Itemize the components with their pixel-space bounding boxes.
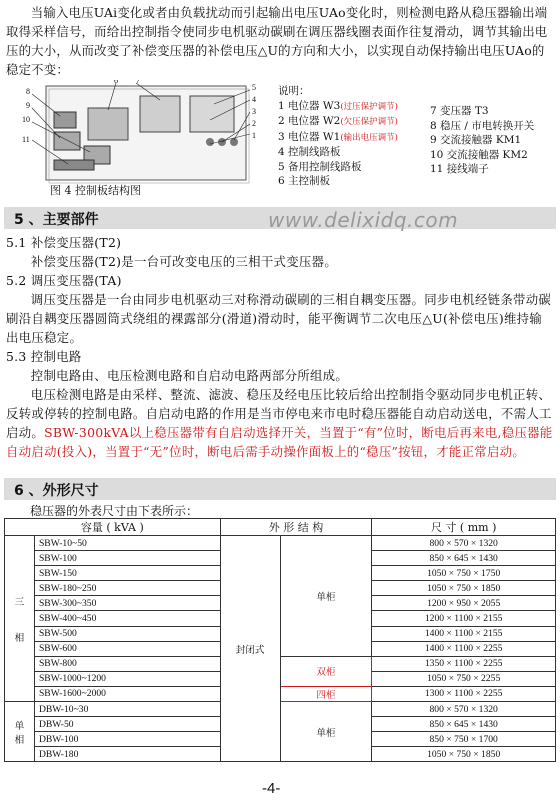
website-watermark: www.delixidq.com (268, 208, 459, 232)
table-row (5, 536, 556, 551)
model-cell: SBW-800 (34, 656, 220, 671)
size-cell: 1050 × 750 × 2255 (372, 671, 556, 686)
group-single-phase: 单 相 (5, 702, 35, 762)
page-number: -4- (262, 780, 281, 797)
table-row (5, 686, 556, 701)
legend-item-10: 10 交流接触器 KM2 (430, 148, 528, 161)
section-5-title: 5 、主要部件 (14, 212, 99, 228)
table-row (5, 656, 556, 671)
header-size: 尺 寸 ( mm ) (372, 519, 556, 536)
s51-heading: 5.1 补偿变压器(T2) (6, 235, 122, 250)
callout-11: 11 (22, 135, 30, 144)
callout-8: 8 (26, 87, 30, 96)
transformer-t3 (88, 108, 128, 140)
size-cell: 1050 × 750 × 1850 (372, 581, 556, 596)
legend-item-4: 4 控制线路板 (278, 146, 341, 158)
callout-4: 4 (252, 95, 256, 104)
legend-item-6: 6 主控制板 (278, 175, 331, 187)
s52-heading: 5.2 调压变压器(TA) (6, 273, 122, 288)
callout-5: 5 (252, 83, 256, 92)
table-intro: 稳压器的外表尺寸由下表所示： (30, 504, 199, 518)
control-board-drawing (10, 80, 272, 185)
switch-8 (54, 112, 76, 128)
size-cell: 800 × 570 × 1320 (372, 536, 556, 551)
model-cell: SBW-1000~1200 (34, 671, 220, 686)
size-cell: 1400 × 1100 × 2155 (372, 626, 556, 641)
size-cell: 1400 × 1100 × 2255 (372, 641, 556, 656)
model-cell: DBW-100 (34, 732, 220, 747)
legend-item-5: 5 备用控制线路板 (278, 160, 362, 173)
legend-item-1: 1 电位器 W3(过压保护调节) (278, 99, 398, 112)
model-cell: SBW-500 (34, 626, 220, 641)
dimensions-table (4, 518, 556, 762)
s53-heading: 5.3 控制电路 (6, 349, 82, 364)
model-cell: SBW-150 (34, 566, 220, 581)
size-cell: 1200 × 950 × 2055 (372, 596, 556, 611)
model-cell: DBW-50 (34, 717, 220, 732)
legend-item-11: 11 接线端子 (430, 163, 489, 175)
double-cabinet-cell: 双柜 (280, 656, 372, 686)
size-cell: 1200 × 1100 × 2155 (372, 611, 556, 626)
s53-red-note: SBW-300kVA以上稳压器带有自启动选择开关，当置于“有”位时，断电后再来电,稳压器能自动启动(投入)，当置于“无”位时，断电后需手动操作面板上的“稳压”按钮，才能正常启动。 (6, 425, 553, 459)
size-cell: 850 × 645 × 1430 (372, 551, 556, 566)
size-cell: 850 × 750 × 1700 (372, 732, 556, 747)
callout-1: 1 (252, 131, 256, 140)
quad-cabinet-cell: 四柜 (280, 686, 372, 701)
model-cell: SBW-400~450 (34, 611, 220, 626)
size-cell: 1050 × 750 × 1850 (372, 747, 556, 762)
header-structure: 外 形 结 构 (220, 519, 372, 536)
model-cell: SBW-1600~2000 (34, 686, 220, 701)
legend-item-3: 3 电位器 W1(输出电压调节) (278, 130, 398, 143)
legend-item-8: 8 稳压 / 市电转换开关 (430, 119, 535, 132)
potentiometer-w1 (206, 138, 214, 146)
control-circuit-board (140, 96, 180, 132)
legend-item-9: 9 交流接触器 KM1 (430, 134, 522, 146)
terminal-block (54, 160, 94, 170)
model-cell: DBW-180 (34, 747, 220, 762)
s53-text-1: 控制电路由、电压检测电路和自启动电路两部分所组成。 (30, 368, 349, 383)
callout-6: 6 (114, 80, 118, 85)
callout-10: 10 (22, 115, 30, 124)
table-row (5, 702, 556, 717)
backup-control-board (190, 96, 234, 132)
size-cell: 1050 × 750 × 1750 (372, 566, 556, 581)
header-capacity: 容量 ( kVA ) (5, 519, 221, 536)
size-cell: 850 × 645 × 1430 (372, 717, 556, 732)
legend-item-7: 7 变压器 T3 (430, 105, 489, 117)
potentiometer-w3 (230, 138, 238, 146)
callout-7: 7 (136, 80, 140, 85)
callout-3: 3 (252, 107, 256, 116)
figure-caption: 图 4 控制板结构图 (50, 184, 141, 197)
callout-9: 9 (26, 101, 30, 110)
size-cell: 1300 × 1100 × 2255 (372, 686, 556, 701)
contactor-km1 (54, 132, 80, 150)
table-header-row (5, 519, 556, 536)
figure-legend (278, 84, 398, 189)
section-5-body (6, 233, 554, 461)
figure-legend-right (430, 104, 534, 177)
legend-title: 说明： (278, 85, 310, 97)
model-cell: SBW-600 (34, 641, 220, 656)
s52-text: 调压变压器是一台由同步电机驱动三对称滑动碳刷的三相自耦变压器。同步电机经链条带动碳刷沿自耦变压器圆筒式绕组的裸露部分(滑道)滑动时，能平衡调节二次电压△U(补偿电压)维持输出电压稳定。 (6, 292, 552, 345)
legend-item-2: 2 电位器 W2(欠压保护调节) (278, 115, 398, 127)
single-cabinet-cell: 单柜 (280, 536, 372, 657)
size-cell: 800 × 570 × 1320 (372, 702, 556, 717)
model-cell: SBW-300~350 (34, 596, 220, 611)
enclosure-cell: 封闭式 (220, 536, 280, 762)
intro-paragraph: 当输入电压UAi变化或者由负载扰动而引起输出电压UAo变化时，则检测电路从稳压器输出端取得采样信号，而给出控制指令使同步电机驱动碳刷在调压器线圈表面作往复滑动，调节其输出电压的大小，从而改变了补偿变压器的补偿电压△U的方向和大小，以实现自动保持输出电压UAo的稳定不变： (6, 5, 548, 77)
model-cell: DBW-10~30 (34, 702, 220, 717)
group-three-phase: 三 相 (5, 536, 35, 702)
s53-text-2: 电压检测电路是由采样、整流、滤波、稳压及经电压比较后给出控制指令驱动同步电机正转、反转或停转的控制电路。自启动电路的作用是当市停电来市电时稳压器能自动启动送电，不需人工启动。SBW-300kVA以上稳压器带有自启动选择开关，当置于“有”位时，断电后再来电,稳压器能自动启动(投入)，当置于“无”位时，断电后需手动操作面板上的“稳压”按钮，才能正常启动。 (6, 387, 553, 459)
model-cell: SBW-100 (34, 551, 220, 566)
single-cabinet-cell-2: 单柜 (280, 702, 372, 762)
model-cell: SBW-180~250 (34, 581, 220, 596)
model-cell: SBW-10~50 (34, 536, 220, 551)
section-6-title: 6 、外形尺寸 (14, 483, 99, 499)
size-cell: 1350 × 1100 × 2255 (372, 656, 556, 671)
s51-text: 补偿变压器(T2)是一台可改变电压的三相干式变压器。 (30, 254, 338, 269)
callout-2: 2 (252, 119, 256, 128)
